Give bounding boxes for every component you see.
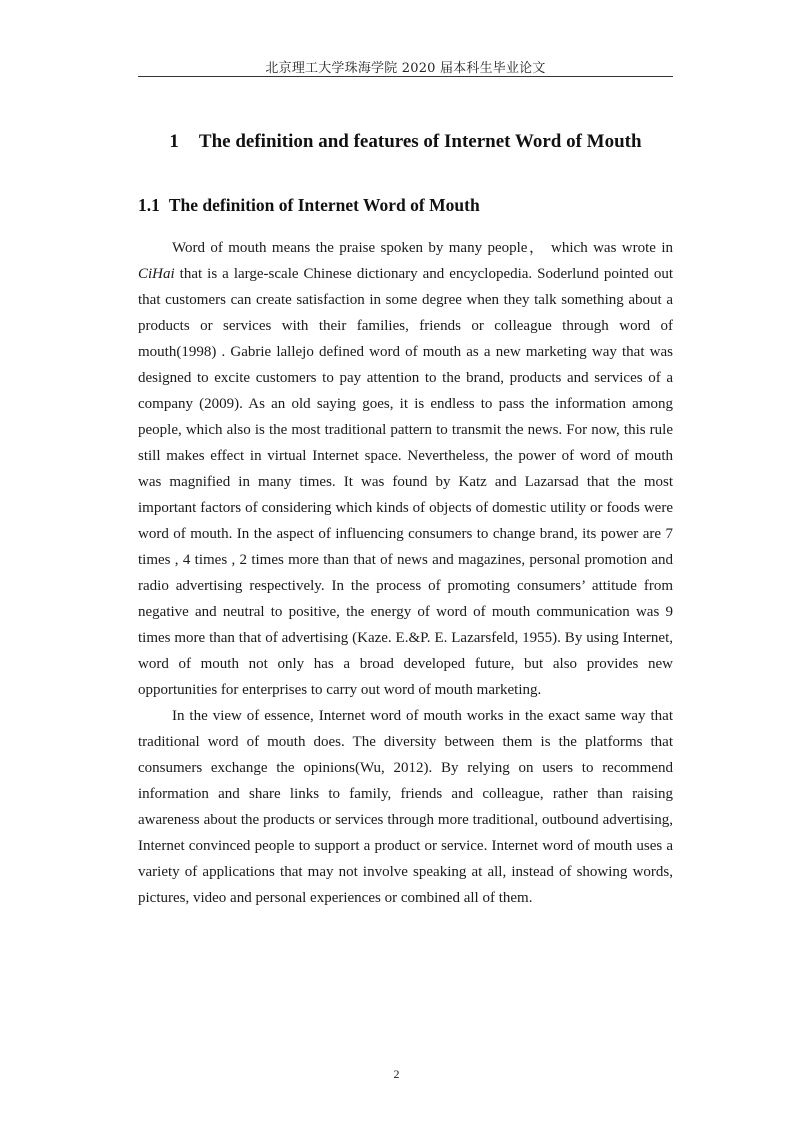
paragraph-1-text-b: that is a large-scale Chinese dictionary and encyclopedia. Soderlund pointed out that customers can create satisfaction in some degree when they talk something about a products or services with their families, friends or colleague through word of mouth(1998) . Gabrie lallejo defined word of mouth as a new marketing way that was designed to excite customers to pay attention to the brand, products and services of a company (2009). As an old saying goes, it is endless to pass the information among people, which also is the most traditional pattern to transmit the news. For now, this rule still makes effect in virtual Internet space. Nevertheless, the power of word of mouth was magnified in many times. It was found by Katz and Lazarsad that the most important factors of considering which kinds of objects of domestic utility or foods were word of mouth. In the aspect of influencing consumers to change brand, its power are 7 times , 4 times , 2 times more than that of news and magazines, personal promotion and radio advertising respectively. In the process of promoting consumers’ attitude from negative and neutral to positive, the energy of word of mouth communication was 9 times more than that of advertising (Kaze. E.&P. E. Lazarsfeld, 1955). By using Internet, word of mouth not only has a broad developed future, but also provides new opportunities for enterprises to carry out word of mouth marketing. [138, 266, 673, 698]
header-rule [138, 76, 673, 77]
chapter-number: 1 [169, 131, 179, 152]
section-title: The definition of Internet Word of Mouth [168, 195, 480, 215]
section-number: 1.1 [138, 195, 160, 215]
paragraph-1 [138, 235, 673, 703]
paragraph-2: In the view of essence, Internet word of mouth works in the exact same way that traditional word of mouth does. The diversity between them is the platforms that consumers exchange the opinions(Wu, 2012). By relying on users to recommend information and share links to family, friends and colleague, rather than raising awareness about the products or services through more traditional, outbound advertising, Internet convinced people to support a product or service. Internet word of mouth uses a variety of applications that may not involve speaking at all, instead of showing words, pictures, video and personal experiences or combined all of them. [138, 708, 673, 906]
body-text [138, 235, 673, 911]
chapter-heading [138, 131, 673, 153]
chapter-title: The definition and features of Internet Word of Mouth [198, 131, 642, 152]
paragraph-1-text-a: Word of mouth means the praise spoken by many people， which was wrote in [172, 240, 673, 256]
running-header: 北京理工大学珠海学院 2020 届本科生毕业论文 [265, 61, 546, 76]
section-heading [138, 195, 480, 216]
italic-term-cihai: CiHai [138, 266, 175, 282]
page-number: 2 [393, 1067, 400, 1081]
